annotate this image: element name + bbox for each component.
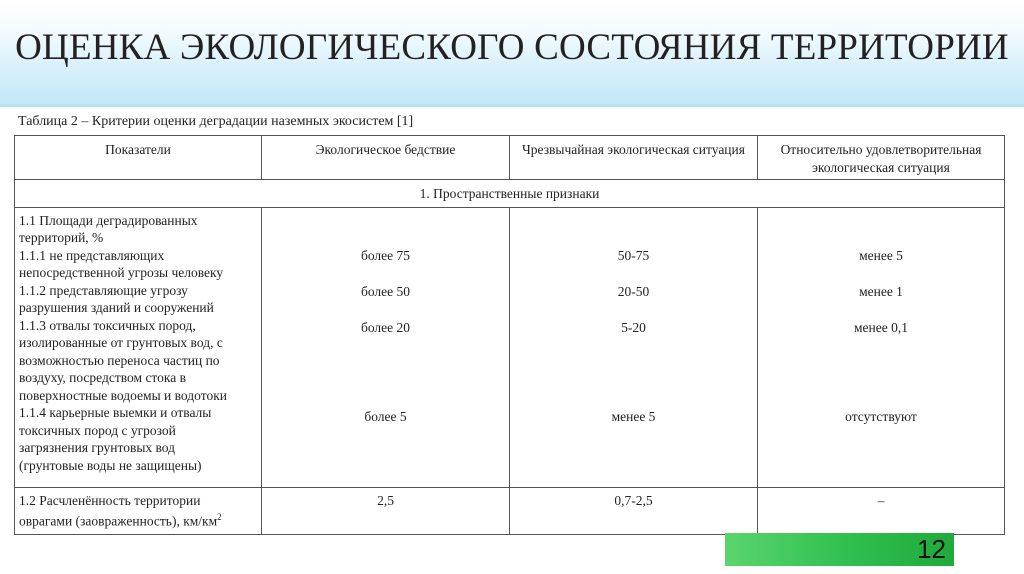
section-title: 1. Пространственные признаки bbox=[15, 180, 1005, 208]
header-indicators: Показатели bbox=[15, 136, 262, 180]
table-row bbox=[15, 207, 1005, 487]
criteria-table bbox=[14, 135, 1005, 535]
satisfactory-values-cell bbox=[758, 207, 1005, 487]
indicator-line: непосредственной угрозы человеку bbox=[19, 265, 224, 280]
disaster-values-cell bbox=[262, 207, 510, 487]
emergency-values-cell bbox=[510, 207, 758, 487]
value-text: более 5 bbox=[364, 408, 407, 424]
header-satisfactory: Относительно удовлетворительная экологическая ситуация bbox=[758, 136, 1005, 180]
value-text: менее 1 bbox=[859, 283, 903, 299]
page-number-box bbox=[725, 533, 954, 566]
indicator-cell bbox=[15, 487, 262, 535]
indicator-line: поверхностные водоемы и водотоки bbox=[19, 387, 227, 403]
value-text: более 50 bbox=[360, 283, 411, 299]
indicator-line: территорий, % bbox=[19, 230, 104, 245]
indicator-line: 1.1 Площади деградированных bbox=[19, 212, 198, 228]
indicator-line: загрязнения грунтовых вод bbox=[19, 440, 176, 455]
value-text: менее 0,1 bbox=[854, 319, 908, 335]
indicator-line: изолированные от грунтовых вод, с bbox=[19, 335, 223, 350]
header-disaster: Экологическое бедствие bbox=[262, 136, 510, 180]
header-emergency: Чрезвычайная экологическая ситуация bbox=[510, 136, 758, 180]
value-text: менее 5 bbox=[611, 408, 656, 424]
value-text: более 20 bbox=[360, 319, 411, 335]
slide-header bbox=[0, 0, 1024, 107]
indicator-line bbox=[19, 509, 257, 530]
slide-title: ОЦЕНКА ЭКОЛОГИЧЕСКОГО СОСТОЯНИЯ ТЕРРИТОРИИ bbox=[15, 27, 1009, 68]
indicator-line: 1.1.4 карьерные выемки и отвалы bbox=[19, 405, 212, 420]
value-text: 50-75 bbox=[617, 247, 650, 263]
indicator-line: 1.2 Расчленённость территории bbox=[19, 492, 201, 508]
page-number: 12 bbox=[917, 534, 946, 564]
value-text: 20-50 bbox=[617, 283, 650, 299]
indicator-line: разрушения зданий и сооружений bbox=[19, 300, 214, 315]
disaster-value-cell: 2,5 bbox=[262, 487, 510, 535]
value-text: 5-20 bbox=[621, 319, 646, 335]
emergency-value-cell: 0,7-2,5 bbox=[510, 487, 758, 535]
table-header-row bbox=[15, 136, 1005, 180]
indicator-line: (грунтовые воды не защищены) bbox=[19, 457, 202, 473]
indicator-line: 1.1.3 отвалы токсичных пород, bbox=[19, 317, 196, 333]
value-text: более 75 bbox=[360, 247, 411, 263]
indicator-line: воздуху, посредством стока в bbox=[19, 370, 187, 385]
satisfactory-value-cell: – bbox=[758, 487, 1005, 535]
indicator-line: токсичных пород с угрозой bbox=[19, 422, 176, 438]
section-row bbox=[15, 180, 1005, 208]
table-row bbox=[15, 487, 1005, 535]
indicator-line: возможностью переноса частиц по bbox=[19, 352, 220, 368]
indicator-cell bbox=[15, 207, 262, 487]
indicator-line: 1.1.2 представляющие угрозу bbox=[19, 282, 188, 298]
table-caption: Таблица 2 – Критерии оценки деградации наземных экосистем [1] bbox=[18, 114, 414, 129]
value-text: менее 5 bbox=[859, 247, 903, 263]
value-text: отсутствуют bbox=[845, 408, 917, 424]
unit-superscript: 2 bbox=[217, 512, 222, 522]
indicator-line-text: оврагами (заовраженность), км/км bbox=[19, 513, 218, 529]
indicator-line: 1.1.1 не представляющих bbox=[19, 247, 165, 263]
